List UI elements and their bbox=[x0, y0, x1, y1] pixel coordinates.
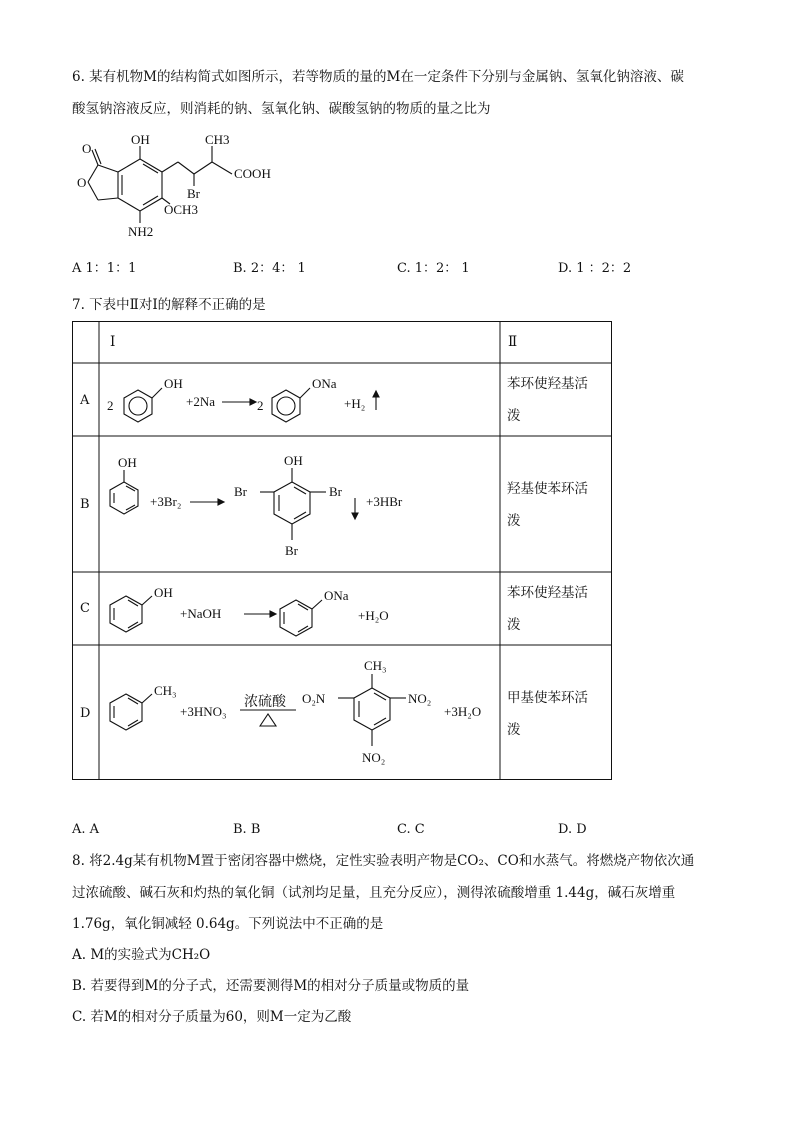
q7-row-a-label: A bbox=[80, 393, 90, 408]
q7-row-d-label: D bbox=[80, 706, 91, 721]
q7-option-b[interactable]: B. B bbox=[233, 822, 261, 837]
rxn-d-no2-left: O₂N bbox=[302, 691, 326, 706]
q8-line-3: 1.76g，氧化铜减轻 0.64g。下列说法中不正确的是 bbox=[72, 916, 384, 932]
q7-reaction-d bbox=[100, 648, 500, 778]
rxn-a-coef2: 2 bbox=[257, 398, 264, 413]
rxn-b-br-right: Br bbox=[329, 484, 342, 499]
q6-cooh-label: COOH bbox=[234, 166, 271, 181]
rxn-b-br2: +3Br₂ bbox=[150, 494, 182, 509]
q6-option-c[interactable]: C. 1：2： 1 bbox=[397, 261, 470, 276]
rxn-d-condition: 浓硫酸 bbox=[244, 695, 286, 710]
q6-br-label: Br bbox=[187, 186, 200, 201]
q7-row-b-label: B bbox=[80, 497, 90, 512]
rxn-d-no2-right: NO₂ bbox=[408, 691, 432, 706]
q7-header-2: Ⅱ bbox=[508, 334, 518, 350]
q7-option-d[interactable]: D. D bbox=[558, 822, 587, 837]
rxn-c-naoh: +NaOH bbox=[180, 606, 222, 621]
q6-o-label: O bbox=[82, 141, 92, 156]
q7-reaction-a bbox=[100, 364, 500, 436]
rxn-c-ona: ONa bbox=[324, 588, 349, 603]
q7-row-a-explain-2: 泼 bbox=[507, 408, 521, 424]
rxn-a-oh: OH bbox=[164, 376, 183, 391]
q6-ch3-label: CH3 bbox=[205, 132, 230, 147]
rxn-a-h2: +H₂ bbox=[344, 396, 366, 411]
rxn-a-ona: ONa bbox=[312, 376, 337, 391]
q7-row-d-explain-1: 甲基使苯环活 bbox=[507, 690, 588, 706]
q6-option-a[interactable]: A 1：1：1 bbox=[72, 261, 137, 276]
rxn-d-ch3-left: CH₃ bbox=[154, 683, 177, 698]
q8-option-b[interactable]: B. 若要得到M的分子式，还需要测得M的相对分子质量或物质的量 bbox=[72, 978, 470, 994]
q8-line-2: 过浓硫酸、碱石灰和灼热的氧化铜（试剂均足量，且充分反应），测得浓硫酸增重 1.44g，碱石灰增重 bbox=[72, 885, 676, 901]
rxn-a-coef1: 2 bbox=[107, 398, 114, 413]
q6-ring-o-label: O bbox=[77, 175, 87, 190]
q8-option-c[interactable]: C. 若M的相对分子质量为60，则M一定为乙酸 bbox=[72, 1009, 352, 1025]
q7-row-b-explain-2: 泼 bbox=[507, 513, 521, 529]
q7-reaction-c bbox=[100, 574, 500, 646]
q7-row-c-explain-1: 苯环使羟基活 bbox=[507, 585, 588, 601]
rxn-c-h2o: +H₂O bbox=[358, 608, 389, 623]
q7-row-c-label: C bbox=[80, 601, 90, 616]
q7-row-a-explain-1: 苯环使羟基活 bbox=[507, 376, 588, 392]
q7-title: 7. 下表中Ⅱ对Ⅰ的解释不正确的是 bbox=[72, 297, 266, 313]
rxn-a-na: +2Na bbox=[186, 394, 215, 409]
q7-option-c[interactable]: C. C bbox=[397, 822, 425, 837]
q6-option-b[interactable]: B. 2：4： 1 bbox=[233, 261, 306, 276]
q8-option-a[interactable]: A. M的实验式为CH₂O bbox=[72, 947, 211, 963]
rxn-d-h2o: +3H₂O bbox=[444, 704, 482, 719]
q7-row-d-explain-2: 泼 bbox=[507, 722, 521, 738]
q6-line-1: 6. 某有机物M的结构简式如图所示，若等物质的量的M在一定条件下分别与金属钠、氢氧化钠溶液、碳 bbox=[72, 69, 684, 85]
q6-option-d[interactable]: D. 1 ：2：2 bbox=[558, 261, 632, 276]
q6-structure bbox=[72, 128, 302, 243]
q7-row-c-explain-2: 泼 bbox=[507, 617, 521, 633]
rxn-b-br-left: Br bbox=[234, 484, 247, 499]
rxn-c-oh: OH bbox=[154, 585, 173, 600]
q7-option-a[interactable]: A. A bbox=[72, 822, 100, 837]
q7-reaction-b bbox=[100, 438, 500, 572]
rxn-b-oh-right: OH bbox=[284, 453, 303, 468]
q7-row-b-explain-1: 羟基使苯环活 bbox=[507, 481, 588, 497]
q6-oh-label: OH bbox=[131, 132, 150, 147]
q6-nh2-label: NH2 bbox=[128, 224, 154, 239]
rxn-d-ch3-top: CH₃ bbox=[364, 658, 387, 673]
rxn-b-oh-left: OH bbox=[118, 455, 137, 470]
rxn-d-no2-bottom: NO₂ bbox=[362, 750, 386, 765]
q6-och3-label: OCH3 bbox=[164, 202, 198, 217]
rxn-b-br-bottom: Br bbox=[285, 543, 298, 558]
q7-header-1: Ⅰ bbox=[110, 334, 116, 350]
q6-line-2: 酸氢钠溶液反应，则消耗的钠、氢氧化钠、碳酸氢钠的物质的量之比为 bbox=[72, 101, 491, 117]
q8-line-1: 8. 将2.4g某有机物M置于密闭容器中燃烧，定性实验表明产物是CO₂、CO和水蒸气。将燃烧产物依次通 bbox=[72, 853, 695, 869]
rxn-d-hno3: +3HNO₃ bbox=[180, 704, 227, 719]
rxn-b-hbr: +3HBr bbox=[366, 494, 403, 509]
